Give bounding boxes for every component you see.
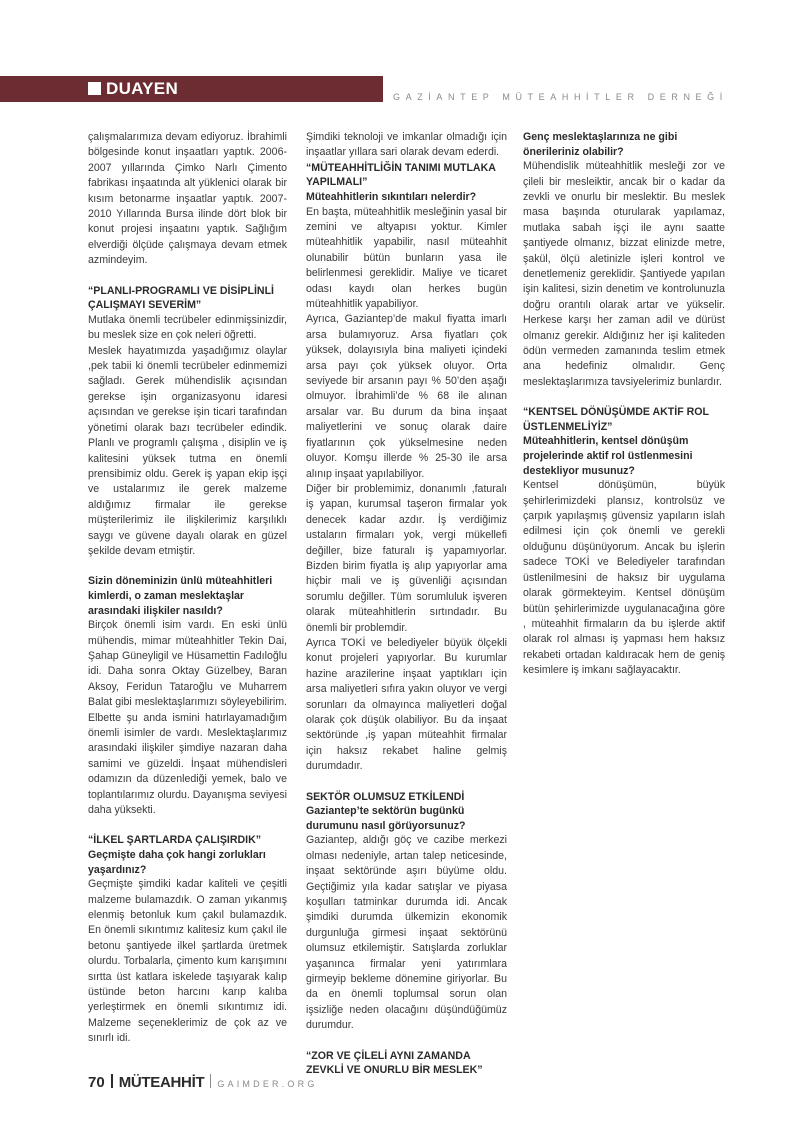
spacer <box>523 390 725 405</box>
paragraph: Diğer bir problemimiz, donanımlı ,faturalı iş yapan, kurumsal taşeron firmalar yok denecek kadar azdır. İş verdiğimiz ustaların firmaları yok, vergi mükellefi değiller, bize faturalı iş yapamıyorlar. Bizden birim fiyatla iş alıp yapıyorlar ama hiçbir mali ve iş güvenliği açısından sorumlu değiller. Tüm sorumluluk işveren olarak müteahhitlerin sırtındadır. Bu önemli bir problemdir. <box>306 482 507 634</box>
column-1 <box>88 130 287 1047</box>
magazine-name: MÜTEAHHİT <box>118 1074 205 1091</box>
page-number: 70 <box>88 1074 105 1091</box>
section-heading: “PLANLI-PROGRAMLI VE DİSİPLİNLİ ÇALIŞMAYI SEVERİM” <box>88 284 274 312</box>
spacer <box>306 1034 507 1049</box>
column-3 <box>523 130 725 679</box>
section-title: DUAYEN <box>106 79 179 98</box>
paragraph: Ayrıca, Gaziantep’de makul fiyatta imarlı arsa bulamıyoruz. Arsa fiyatları çok yüksek, dolayısıyla bina maliyeti içindeki arsa payı çok yüksek oluyor. Orta seviyede bir arsanın payı % 50’den aşağı olmuyor. İbrahimli’de % 68 ile alınan arsalar var. Bu durum da bina inşaat maliyetlerini ve sonuç olarak daire fiyatlarının çok yükselmesine neden oluyor. Komşu illerde % 25-30 ile arsa alınıp inşaat yapılabiliyor. <box>306 313 507 480</box>
paragraph: En başta, müteahhitlik mesleğinin yasal bir zemini ve altyapısı yoktur. Kimler müteahhitlik yapabilir, nasıl müteahhit olunabilir bütün bunların yasa ile belirlenmesi gereklidir. Maliye ve ticaret odası kaydı olan herkes bugün müteahhitlik yapabiliyor. <box>306 205 507 311</box>
paragraph: Mühendislik müteahhitlik mesleği zor ve çileli bir mesleiktir, ancak bir o kadar da zevkli ve onurlu bir meslektir. Bu meslek masa başında oturularak yapılamaz, mutlaka sabah işçi ile aynı saatte şantiyede olmanız, bizzat elinizde metre, şakül, ölçü aletinizle işleri kontrol ve denetlemeniz gereklidir. Şantiyede yapılan işin kalitesi, sizin denetim ve kontrolunuzla doğru orantılı olarak artar ve yükselir. Herkese karşı her zaman adil ve dürüst olmanız gerekir. Aldığınız her işi kaliteden ödün vermeden zamanında teslim etmek ana hedefiniz olmalıdır. Genç meslektaşlarımıza tavsiyelerimiz bunlardır. <box>523 160 725 388</box>
website-link[interactable]: GAIMDER.ORG <box>217 1079 318 1089</box>
spacer <box>88 818 287 833</box>
paragraph: Birçok önemli isim vardı. En eski ünlü mühendis, mimar müteahhitler Tekin Dai, Şahap Güneyligil ve Hüsamettin Fadıloğlu idi. Daha sonra Oktay Güzelbey, Baran Aksoy, Feridun Tataroğlu ve Muharrem Balat gibi meslektaşlarımızı söyleyebilirim. Elbette şu anda ismini hatırlayamadığım önemli isimler de vardı. Meslektaşlarımız arasındaki ilişkiler şimdiye nazaran daha samimi ve güzeldi. İnşaat mühendisleri odamızın da düzenlediği yemek, balo ve toplantılarımız olurdu. Dayanışma seviyesi daha yüksekti. <box>88 619 288 816</box>
paragraph: Ayrıca TOKİ ve belediyeler büyük ölçekli konut projeleri yapıyorlar. Bu kurumlar hazine arazilerine inşaat yaptıkları için arsa maliyetleri sıfıra yakın oluyor ve vergi sorunları da olmayınca maliyetleri doğal olarak çok düşük olabiliyor. Bu da inşaat sektöründe ,iş yapan müteahhit firmalar için haksız rekabet haline gelmiş durumdadır. <box>306 636 507 773</box>
square-icon <box>88 82 101 95</box>
interview-question: Gaziantep’te sektörün bugünkü durumunu nasıl görüyorsunuz? <box>306 805 466 832</box>
section-heading: “KENTSEL DÖNÜŞÜMDE AKTİF ROL ÜSTLENMELİYİZ” <box>523 406 709 433</box>
paragraph: Meslek hayatımızda yaşadığımız olaylar ,pek tabii ki önemli tecrübeler edinmemizi sağladı. Gerek mühendislik açısından gerekse işin organizasyonu idaresi açısından ve gerekse işin ticari tarafından yönetimi olarak bazı tecrübeler edindik. Planlı ve programlı çalışma , disiplin ve iş kalitesini yüksek tutma en önemli prensibimiz oldu. Gerek iş yapan ekip işçi ve ustalarımız ile gerek malzeme aldığımız firmalar ile gerekse müşterilerimiz ile ilişkilerimiz karşılıklı saygı ve güvene dayalı olarak en güzel şekilde devam etmiştir. <box>88 344 287 557</box>
spacer <box>88 269 287 284</box>
paragraph: çalışmalarımıza devam ediyoruz. İbrahimli bölgesinde konut inşaatları yaptık. 2006-2007 yıllarında Çimko Narlı Çimento fabrikası inşaatında alt yüklenici olarak bir kısım betonarme inşaatlar yaptık. 2007-2010 Yıllarında Bursa ilinde dört blok bir konut projesi inşaatını yaptık. Sağlığım elverdiği ölçüde çalışmaya devam etmek azmindeyim. <box>88 131 287 267</box>
interview-question: Geçmişte daha çok hangi zorlukları yaşardınız? <box>88 849 266 876</box>
footer-divider <box>111 1074 113 1088</box>
paragraph: Gaziantep, aldığı göç ve cazibe merkezi olması nedeniyle, artan talep neticesinde, inşaat sektöründe aşırı büyüme oldu. Geçtiğimiz yıla kadar satışlar ve piyasa koşulları tatminkar durumda idi. Ancak şimdiki durumda ülkemizin ekonomik durgunluğa girmesi inşaat sektörünü olumsuz etkilemiştir. Satışlarda zorluklar yaşanınca firmalar yeni yatırımlara girmeyip bekleme dönemine giriyorlar. Bu da en önemli toplumsal sorun olan işsizliğe neden olacağını düşündüğümüz durumdur. <box>306 834 507 1032</box>
paragraph: Şimdiki teknoloji ve imkanlar olmadığı için inşaatlar yıllara sari olarak devam ederdi. <box>306 131 507 159</box>
paragraph: Kentsel dönüşümün, büyük şehirlerimizdeki plansız, kontrolsüz ve çarpık yapılaşmış güvensiz yapıların islah edilmesi için çok önemli ve gerekli olduğunu düşünüyorum. Ancak bu işlerin sadece TOKİ ve Belediyeler tarafından üstlenilmesini de haksız bir uygulama olarak görmekteyim. Kentsel dönüşüm bütün şehirlerimizde uygulanacağına göre , müteahhit firmaların da bu işlerde aktif olarak rol alması iş yapması hem haksız rekabeti ortadan kaldıracak hem de geniş kesimlere iş imkanı sağlayacaktır. <box>523 479 725 677</box>
section-heading: “MÜTEAHHİTLİĞİN TANIMI MUTLAKA YAPILMALI” <box>306 161 496 189</box>
interview-question: Müteahhitlerin sıkıntıları nelerdir? <box>306 191 477 203</box>
section-header-bar <box>0 76 383 102</box>
paragraph: Geçmişte şimdiki kadar kaliteli ve çeşitli malzeme bulamazdık. O zaman yıkanmış elenmiş betonluk kum çakıl bulamazdık. En önemli sıkıntımız kalitesiz kum çakıl ile betonu şantiyede ilkel şartlarda üretmek olurdu. Torbalarla, çimento kum karışımını sırtta üst katlara iskelede taşıyarak kalıp üstünde beton harcını karıp kalıba yerleştirmek en önemli sıkıntımız idi. Malzeme seçeneklerimiz de çok az ve sınırlı idi. <box>88 878 287 1045</box>
column-2 <box>306 130 507 1078</box>
section-heading: SEKTÖR OLUMSUZ ETKİLENDİ <box>306 790 465 803</box>
interview-question: Sizin döneminizin ünlü müteahhitleri kimlerdi, o zaman meslektaşlar arasındaki ilişkiler nasıldı? <box>88 575 273 617</box>
organization-name: GAZİANTEP MÜTEAHHİTLER DERNEĞİ <box>393 92 728 102</box>
paragraph: Mutlaka önemli tecrübeler edinmişsinizdir, bu meslek size en çok neleri öğretti. <box>88 313 287 342</box>
spacer <box>88 559 287 574</box>
spacer <box>306 775 507 790</box>
section-heading: “İLKEL ŞARTLARDA ÇALIŞIRDIK” <box>88 834 262 847</box>
section-heading: “ZOR VE ÇİLELİ AYNI ZAMANDA ZEVKLİ VE ONURLU BİR MESLEK” <box>306 1049 483 1077</box>
interview-question: Genç meslektaşlarınıza ne gibi önerileriniz olabilir? <box>523 131 678 158</box>
footer-divider <box>210 1074 211 1088</box>
page-footer <box>88 1074 318 1094</box>
interview-question: Müteahhitlerin, kentsel dönüşüm projelerinde aktif rol üstlenmesini destekliyor musunuz? <box>523 435 693 477</box>
